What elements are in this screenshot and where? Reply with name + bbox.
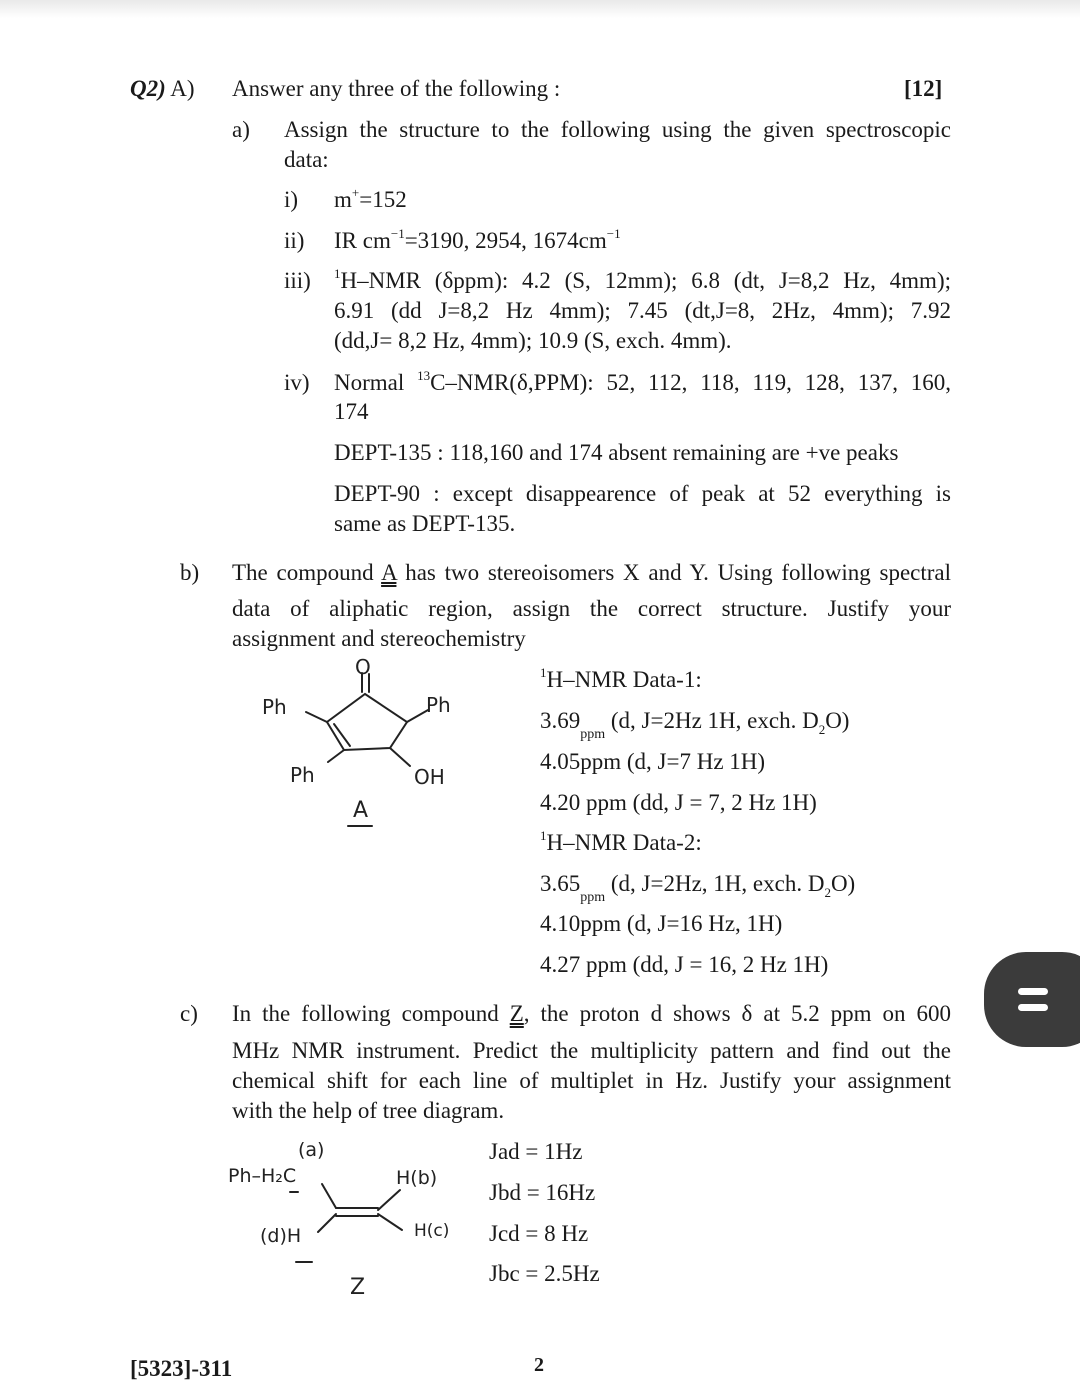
item-i-text: m+=152 [334, 185, 407, 212]
nmr-data2-row2: 4.10ppm (d, J=16 Hz, 1H) [540, 911, 783, 936]
paper-code: [5323]-311 [130, 1356, 233, 1381]
cyclopentene-ring [327, 694, 407, 750]
structure-a [250, 652, 490, 832]
nmr-data1-row1: $3.69_{ppm}$ (d, J=2Hz 1H, exch. $D_2O$) [540, 708, 850, 742]
ph-label-bottom: Ph [290, 763, 315, 787]
nmr-data2-row1: $3.65_{ppm}$ (d, J=2Hz, 1H, exch. $D_2O$) [540, 871, 856, 905]
ph-label-left: Ph [262, 695, 287, 719]
dept135: DEPT-135 : 118,160 and 174 absent remaining are +ve peaks [334, 440, 899, 465]
label-a: (a) [298, 1139, 325, 1161]
oh-bond [390, 748, 410, 766]
item-iv-number: iv) [284, 370, 310, 395]
item-iii-line3: (dd,J= 8,2 Hz, 4mm); 10.9 (S, exch. 4mm). [334, 328, 732, 353]
menu-icon-bar-bottom [1018, 1004, 1048, 1011]
question-number: Q2) A) [130, 76, 195, 101]
hd-bond [318, 1214, 336, 1232]
part-b-line3: assignment and stereochemistry [232, 626, 526, 651]
top-shadow [0, 0, 1080, 18]
structure-z-label: Z [350, 1275, 366, 1300]
coupling-jad: Jad = 1Hz [489, 1139, 583, 1164]
part-c-line1: In the following compound Z, the proton d shows δ at 5.2 ppm on 600 [232, 1001, 952, 1026]
item-iv-line1: Normal $^{13}$C–NMR(δ,PPM): 52, 112, 118, 119, 128, 137, 160, [334, 368, 951, 395]
part-c-line3: chemical shift for each line of multiplet in Hz. Justify your assignment [232, 1068, 951, 1093]
ch2-bond [322, 1184, 336, 1208]
marks: [12] [904, 76, 943, 101]
item-ii-text: IR $cm^{-1}=3190$, 2954, $1674cm^{-1}$ [334, 226, 621, 253]
part-a-label: a) [232, 117, 250, 142]
part-c-line4: with the help of tree diagram. [232, 1098, 505, 1123]
ph-bond-bottom [328, 750, 344, 762]
item-iv-line2: 174 [334, 399, 369, 424]
ph-ch2-label: Ph–H₂C [228, 1165, 297, 1187]
hc-label: H(c) [414, 1221, 450, 1241]
ph-bond-right [407, 710, 428, 722]
part-c-line2: MHz NMR instrument. Predict the multiplicity pattern and find out the [232, 1038, 951, 1063]
nmr-data2-title: $^1$H–NMR Data-2: [540, 828, 702, 855]
hc-bond [378, 1214, 402, 1230]
item-iii-line2: 6.91 (dd J=8,2 Hz 4mm); 7.45 (dt,J=8, 2Hz, 4mm); 7.92 [334, 298, 951, 323]
ph-label-right: Ph [426, 693, 451, 717]
dept90-line2: same as DEPT-135. [334, 511, 516, 536]
part-b-label: b) [180, 560, 200, 585]
part-c-label: c) [180, 1001, 198, 1026]
hb-label: H(b) [396, 1167, 438, 1189]
structure-a-label: A [353, 798, 369, 823]
menu-button[interactable] [984, 952, 1080, 1047]
part-a-line2: data: [284, 147, 329, 172]
item-iii-line1: $^1$H–NMR (δppm): 4.2 (S, 12mm); 6.8 (dt, J=8,2 Hz, 4mm); [334, 266, 951, 293]
hb-bond [378, 1190, 400, 1210]
dept90-line1: DEPT-90 : except disappearence of peak at 52 everything is [334, 481, 951, 506]
part-b-line1: The compound A has two stereoisomers X and Y. Using following spectral [232, 560, 952, 585]
part-a-line1: Assign the structure to the following using the given spectroscopic [284, 117, 951, 142]
coupling-jbd: Jbd = 16Hz [489, 1180, 596, 1205]
page-number: 2 [534, 1354, 544, 1376]
item-iii-number: iii) [284, 268, 311, 293]
structure-z [226, 1132, 486, 1302]
item-ii-number: ii) [284, 228, 305, 253]
item-i-number: i) [284, 187, 299, 212]
coupling-jcd: Jcd = 8 Hz [489, 1221, 589, 1246]
hd-label: (d)H [260, 1225, 302, 1247]
oh-label: OH [414, 765, 445, 789]
oxygen-label: O [355, 655, 371, 679]
nmr-data1-row3: 4.20 ppm (dd, J = 7, 2 Hz 1H) [540, 790, 817, 815]
nmr-data2-row3: 4.27 ppm (dd, J = 16, 2 Hz 1H) [540, 952, 829, 977]
nmr-data1-row2: 4.05ppm (d, J=7 Hz 1H) [540, 749, 766, 774]
nmr-data1-title: $^1$H–NMR Data-1: [540, 665, 702, 692]
instruction: Answer any three of the following : [232, 76, 561, 101]
menu-icon-bar-top [1018, 988, 1048, 995]
double-bond-inner [334, 724, 350, 746]
ph-bond-left [306, 712, 327, 722]
coupling-jbc: Jbc = 2.5Hz [489, 1261, 600, 1286]
part-b-line2: data of aliphatic region, assign the correct structure. Justify your [232, 596, 951, 621]
